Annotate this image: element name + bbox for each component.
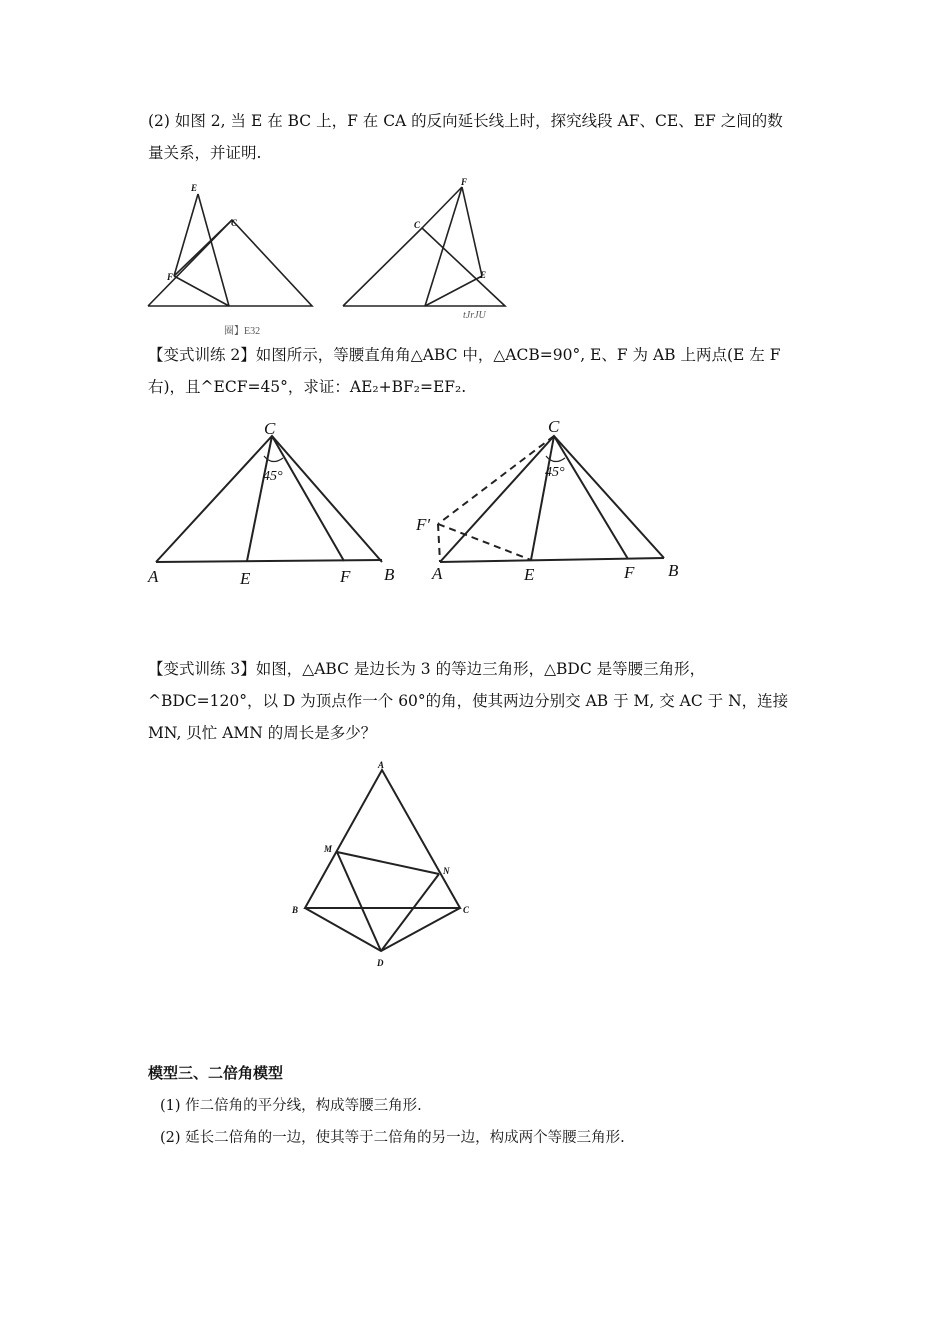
v3-line-DM bbox=[337, 852, 381, 951]
variant2-line1: 【变式训练 2】如图所示，等腰直角角△ABC 中，△ACB=90°, E、F 为 AB 上两点(E 左 F bbox=[148, 346, 781, 364]
v2-right-label-F: F bbox=[624, 563, 635, 582]
v2-left-line-CE bbox=[247, 436, 272, 561]
model3-title: 模型三、二倍角模型 bbox=[148, 1064, 284, 1082]
v2-left-line-CF bbox=[272, 436, 344, 561]
problem2-line1: (2) 如图 2, 当 E 在 BC 上，F 在 CA 的反向延长线上时，探究线段 AF、CE、EF 之间的数 bbox=[148, 112, 783, 130]
v3-triangle-ABC bbox=[305, 770, 460, 908]
model3-item-2: (2) 延长二倍角的一边，使其等于二倍角的另一边，构成两个等腰三角形. bbox=[160, 1130, 625, 1146]
v2-right-label-angle: 45° bbox=[545, 465, 565, 480]
fig2-right-label-F: F bbox=[461, 177, 468, 187]
model3-item-1: (1) 作二倍角的平分线，构成等腰三角形. bbox=[160, 1098, 422, 1114]
v2-right-label-B: B bbox=[668, 561, 679, 580]
v3-label-M: M bbox=[324, 844, 333, 854]
v2-right-dashed-CF-prime bbox=[438, 436, 554, 524]
variant3-line2: ^BDC=120°，以 D 为顶点作一个 60°的角，使其两边分别交 AB 于 M, 交 AC 于 N，连接 bbox=[148, 692, 789, 710]
variant3-line1: 【变式训练 3】如图，△ABC 是边长为 3 的等边三角形，△BDC 是等腰三角形， bbox=[148, 660, 706, 678]
v3-triangle-BDC-legs bbox=[305, 908, 460, 951]
v2-right-label-F-prime: F′ bbox=[416, 515, 431, 534]
v2-left-label-A: A bbox=[148, 567, 159, 586]
v3-label-N: N bbox=[443, 866, 450, 876]
fig2-caption-left: 圈】E32 bbox=[224, 326, 261, 337]
v2-right-label-C: C bbox=[548, 417, 560, 436]
variant3-diagram bbox=[285, 756, 485, 972]
v2-right-line-CF bbox=[554, 436, 628, 559]
fig2-left-label-C: C bbox=[231, 218, 238, 228]
v2-left-label-angle: 45° bbox=[263, 469, 283, 484]
v3-label-D: D bbox=[377, 958, 384, 968]
fig2-left-line-F-base bbox=[174, 276, 229, 306]
v3-label-A: A bbox=[378, 760, 385, 770]
figure-2-diagrams bbox=[140, 172, 520, 322]
fig2-right-label-C: C bbox=[414, 220, 421, 230]
v3-label-B: B bbox=[292, 905, 299, 915]
v2-right-label-A: A bbox=[432, 564, 443, 583]
v2-left-label-E: E bbox=[240, 569, 251, 588]
fig2-left-triangle bbox=[148, 220, 312, 306]
v2-right-dashed-AF-prime bbox=[438, 524, 440, 562]
v2-left-base bbox=[156, 560, 382, 562]
v2-right-label-E: E bbox=[524, 565, 535, 584]
v2-right-base bbox=[440, 558, 664, 562]
fig2-left-label-F: F bbox=[167, 272, 174, 282]
fig2-left-label-E: E bbox=[191, 183, 198, 193]
v2-left-label-B: B bbox=[384, 565, 395, 584]
variant2-diagrams bbox=[140, 412, 700, 592]
v3-label-C: C bbox=[463, 905, 470, 915]
v2-right-triangle-legs bbox=[440, 436, 664, 562]
v2-left-label-C: C bbox=[264, 419, 276, 438]
variant3-line3: MN, 贝忙 AMN 的周长是多少？ bbox=[148, 724, 377, 742]
fig2-right-label-E: E bbox=[480, 270, 487, 280]
v2-left-label-F: F bbox=[340, 567, 351, 586]
v3-line-MN bbox=[337, 852, 439, 874]
fig2-right-line-FE bbox=[462, 187, 482, 276]
v3-line-DN bbox=[381, 874, 439, 951]
problem2-line2: 量关系，并证明. bbox=[148, 144, 262, 162]
v2-right-line-CE bbox=[531, 436, 554, 560]
v2-right-dashed-F-prime-E bbox=[438, 524, 531, 560]
variant2-line2: 右)，且^ECF=45°，求证：AE₂+BF₂=EF₂. bbox=[148, 378, 467, 396]
fig2-caption-right: tJrJU bbox=[463, 310, 486, 321]
